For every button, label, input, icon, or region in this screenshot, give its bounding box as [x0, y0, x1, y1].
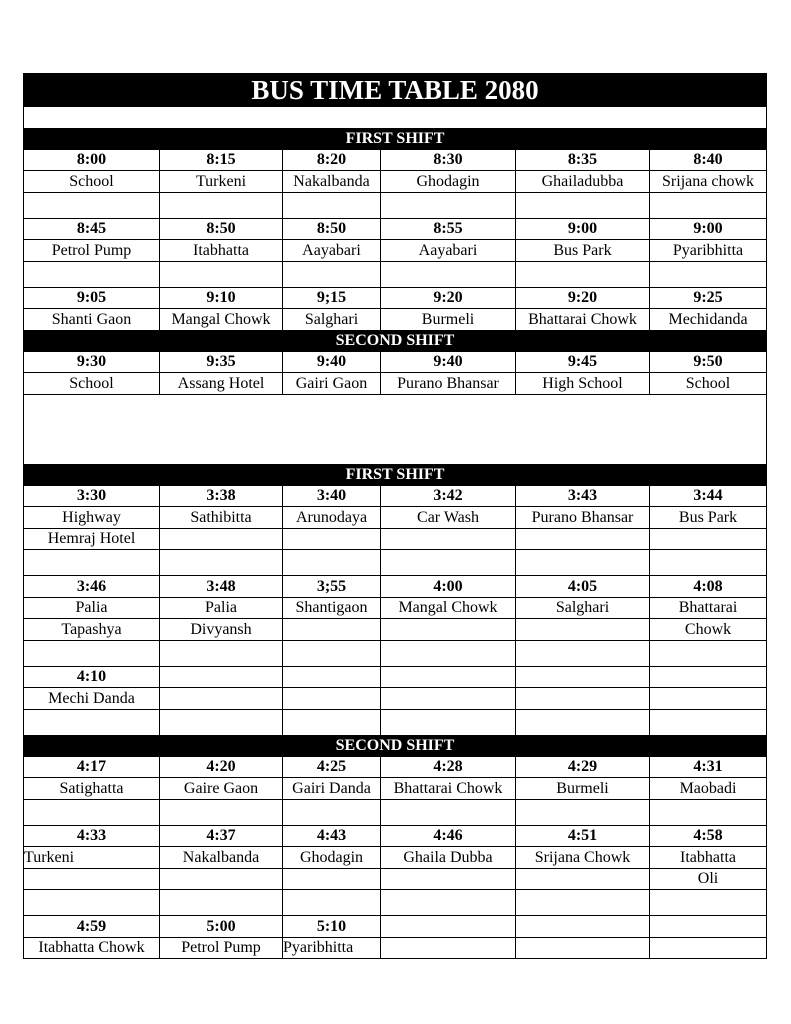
stop-name: Salghari [283, 309, 381, 331]
stop-name: Petrol Pump [160, 937, 283, 959]
stop-name: Nakalbanda [283, 171, 381, 193]
stop-name: Nakalbanda [160, 847, 283, 869]
stop-name [283, 868, 381, 890]
bus-timetable [23, 73, 767, 959]
departure-time: 8:50 [160, 218, 283, 240]
blank-cell [381, 261, 516, 287]
departure-time: 9:20 [381, 287, 516, 309]
blank-cell [160, 640, 283, 666]
stop-name: Purano Bhansar [381, 373, 516, 395]
departure-time: 9:05 [24, 287, 160, 309]
departure-time [650, 916, 767, 938]
stop-name: Turkeni [24, 847, 160, 869]
time-row [24, 218, 767, 240]
time-row [24, 576, 767, 598]
departure-time: 9:10 [160, 287, 283, 309]
departure-time: 4:20 [160, 756, 283, 778]
blank-cell [283, 709, 381, 735]
stop-name: Salghari [516, 597, 650, 619]
departure-time: 8:30 [381, 149, 516, 171]
stop-row-extra [24, 868, 767, 890]
time-row [24, 485, 767, 507]
stop-name: Ghaila Dubba [381, 847, 516, 869]
departure-time [381, 666, 516, 688]
departure-time: 4:08 [650, 576, 767, 598]
blank-cell [283, 550, 381, 576]
departure-time: 9:20 [516, 287, 650, 309]
blank-row [24, 799, 767, 825]
departure-time: 4:58 [650, 825, 767, 847]
stop-name: Highway [24, 507, 160, 529]
blank-cell [283, 890, 381, 916]
departure-time: 5:00 [160, 916, 283, 938]
stop-name [516, 688, 650, 710]
departure-time: 4:28 [381, 756, 516, 778]
time-row [24, 825, 767, 847]
blank-cell [516, 709, 650, 735]
departure-time: 5:10 [283, 916, 381, 938]
stop-name [160, 528, 283, 550]
blank-cell [24, 799, 160, 825]
departure-time [650, 666, 767, 688]
stop-row [24, 688, 767, 710]
stop-name: Bhattarai Chowk [516, 309, 650, 331]
stop-name: Aayabari [283, 240, 381, 262]
shift-header-row [24, 128, 767, 149]
stop-name: Palia [160, 597, 283, 619]
blank-cell [160, 799, 283, 825]
blank-cell [650, 192, 767, 218]
blank-cell [650, 640, 767, 666]
departure-time: 9:35 [160, 351, 283, 373]
stop-name: Assang Hotel [160, 373, 283, 395]
departure-time: 3;55 [283, 576, 381, 598]
shift-header-row [24, 464, 767, 485]
stop-name: Ghodagin [283, 847, 381, 869]
stop-name: Bus Park [516, 240, 650, 262]
stop-name: High School [516, 373, 650, 395]
stop-name [24, 868, 160, 890]
shift-header-row [24, 330, 767, 351]
stop-name [283, 688, 381, 710]
stop-name: Tapashya [24, 619, 160, 641]
blank-cell [160, 261, 283, 287]
stop-name: Aayabari [381, 240, 516, 262]
departure-time [381, 916, 516, 938]
departure-time: 3:38 [160, 485, 283, 507]
departure-time: 9:25 [650, 287, 767, 309]
departure-time: 8:40 [650, 149, 767, 171]
stop-name: Oli [650, 868, 767, 890]
departure-time: 4:51 [516, 825, 650, 847]
departure-time: 9:50 [650, 351, 767, 373]
stop-name [381, 619, 516, 641]
shift-header: SECOND SHIFT [24, 735, 767, 756]
stop-name: Srijana chowk [650, 171, 767, 193]
stop-name: Bus Park [650, 507, 767, 529]
stop-name: Mechi Danda [24, 688, 160, 710]
blank-cell [160, 550, 283, 576]
departure-time: 4:10 [24, 666, 160, 688]
departure-time: 4:29 [516, 756, 650, 778]
stop-name: Gaire Gaon [160, 778, 283, 800]
timetable-body [24, 128, 767, 959]
stop-name: Petrol Pump [24, 240, 160, 262]
stop-name: Gairi Gaon [283, 373, 381, 395]
stop-name: School [24, 373, 160, 395]
stop-name: Car Wash [381, 507, 516, 529]
departure-time: 9:30 [24, 351, 160, 373]
departure-time: 3:48 [160, 576, 283, 598]
stop-name: Purano Bhansar [516, 507, 650, 529]
stop-name: Arunodaya [283, 507, 381, 529]
stop-name: Maobadi [650, 778, 767, 800]
blank-cell [381, 192, 516, 218]
departure-time: 4:37 [160, 825, 283, 847]
page-title: BUS TIME TABLE 2080 [24, 74, 767, 107]
blank-cell [24, 550, 160, 576]
stop-name: Burmeli [381, 309, 516, 331]
blank-cell [381, 890, 516, 916]
departure-time: 8:00 [24, 149, 160, 171]
stop-name: Palia [24, 597, 160, 619]
time-row [24, 287, 767, 309]
stop-name [650, 688, 767, 710]
departure-time: 4:33 [24, 825, 160, 847]
stop-name: Burmeli [516, 778, 650, 800]
blank-cell [516, 192, 650, 218]
stop-name [516, 528, 650, 550]
departure-time: 3:42 [381, 485, 516, 507]
blank-row [24, 261, 767, 287]
stop-name: Mechidanda [650, 309, 767, 331]
blank-cell [650, 550, 767, 576]
departure-time: 8:15 [160, 149, 283, 171]
blank-cell [160, 890, 283, 916]
blank-cell [283, 640, 381, 666]
blank-cell [160, 192, 283, 218]
stop-name: Ghodagin [381, 171, 516, 193]
time-row [24, 351, 767, 373]
stop-name: Bhattarai Chowk [381, 778, 516, 800]
departure-time: 4:46 [381, 825, 516, 847]
stop-name: Ghailadubba [516, 171, 650, 193]
departure-time: 8:55 [381, 218, 516, 240]
blank-cell [381, 709, 516, 735]
stop-name: Shanti Gaon [24, 309, 160, 331]
stop-name [381, 688, 516, 710]
gap-cell [24, 394, 767, 464]
stop-name [283, 619, 381, 641]
stop-name: School [24, 171, 160, 193]
stop-name: Pyaribhitta [650, 240, 767, 262]
departure-time: 9:40 [283, 351, 381, 373]
blank-cell [283, 799, 381, 825]
stop-name: Gairi Danda [283, 778, 381, 800]
shift-header: FIRST SHIFT [24, 128, 767, 149]
section-gap [24, 394, 767, 464]
title-row [24, 74, 767, 107]
departure-time [516, 666, 650, 688]
departure-time: 8:50 [283, 218, 381, 240]
time-row [24, 916, 767, 938]
blank-cell [283, 261, 381, 287]
blank-cell [381, 799, 516, 825]
time-row [24, 666, 767, 688]
stop-name [381, 868, 516, 890]
stop-name [160, 688, 283, 710]
blank-cell [381, 550, 516, 576]
departure-time: 4:59 [24, 916, 160, 938]
departure-time: 3:46 [24, 576, 160, 598]
departure-time: 3:44 [650, 485, 767, 507]
blank-row [24, 890, 767, 916]
departure-time: 4:25 [283, 756, 381, 778]
stop-row [24, 778, 767, 800]
stop-row-extra [24, 619, 767, 641]
stop-name: Chowk [650, 619, 767, 641]
stop-row [24, 507, 767, 529]
stop-row-extra [24, 528, 767, 550]
departure-time: 3:43 [516, 485, 650, 507]
stop-row [24, 309, 767, 331]
shift-header: FIRST SHIFT [24, 464, 767, 485]
stop-name: Bhattarai [650, 597, 767, 619]
departure-time: 3:30 [24, 485, 160, 507]
blank-cell [516, 550, 650, 576]
spacer-row [24, 107, 767, 129]
departure-time [160, 666, 283, 688]
stop-name [650, 528, 767, 550]
stop-name [381, 528, 516, 550]
spacer-cell [24, 107, 767, 129]
stop-name: Mangal Chowk [381, 597, 516, 619]
departure-time: 8:35 [516, 149, 650, 171]
stop-name: Sathibitta [160, 507, 283, 529]
departure-time: 4:31 [650, 756, 767, 778]
time-row [24, 756, 767, 778]
departure-time: 4:05 [516, 576, 650, 598]
stop-name: Divyansh [160, 619, 283, 641]
blank-cell [160, 709, 283, 735]
blank-row [24, 709, 767, 735]
shift-header: SECOND SHIFT [24, 330, 767, 351]
departure-time: 9:00 [516, 218, 650, 240]
departure-time: 9:00 [650, 218, 767, 240]
blank-row [24, 640, 767, 666]
blank-cell [650, 890, 767, 916]
stop-name: Srijana Chowk [516, 847, 650, 869]
departure-time: 8:45 [24, 218, 160, 240]
departure-time: 4:17 [24, 756, 160, 778]
blank-cell [24, 192, 160, 218]
blank-cell [381, 640, 516, 666]
blank-cell [516, 640, 650, 666]
blank-row [24, 550, 767, 576]
time-row [24, 149, 767, 171]
blank-cell [516, 261, 650, 287]
departure-time [516, 916, 650, 938]
departure-time: 3:40 [283, 485, 381, 507]
blank-cell [24, 709, 160, 735]
stop-name [650, 937, 767, 959]
departure-time: 9:40 [381, 351, 516, 373]
blank-cell [24, 640, 160, 666]
departure-time: 4:43 [283, 825, 381, 847]
blank-cell [24, 890, 160, 916]
stop-name: Itabhatta Chowk [24, 937, 160, 959]
stop-name: Turkeni [160, 171, 283, 193]
stop-name [516, 868, 650, 890]
stop-name [516, 619, 650, 641]
blank-cell [283, 192, 381, 218]
stop-row [24, 373, 767, 395]
stop-name: Itabhatta [650, 847, 767, 869]
stop-name: School [650, 373, 767, 395]
stop-name [381, 937, 516, 959]
blank-cell [516, 799, 650, 825]
stop-name: Mangal Chowk [160, 309, 283, 331]
shift-header-row [24, 735, 767, 756]
stop-name [516, 937, 650, 959]
stop-row [24, 240, 767, 262]
blank-cell [650, 799, 767, 825]
departure-time: 4:00 [381, 576, 516, 598]
stop-name [160, 868, 283, 890]
stop-name: Shantigaon [283, 597, 381, 619]
stop-row [24, 847, 767, 869]
stop-name: Satighatta [24, 778, 160, 800]
departure-time [283, 666, 381, 688]
blank-cell [24, 261, 160, 287]
blank-cell [516, 890, 650, 916]
stop-row [24, 597, 767, 619]
stop-name [283, 528, 381, 550]
blank-cell [650, 261, 767, 287]
departure-time: 9:45 [516, 351, 650, 373]
stop-row [24, 171, 767, 193]
stop-name: Pyaribhitta [283, 937, 381, 959]
departure-time: 9;15 [283, 287, 381, 309]
stop-row [24, 937, 767, 959]
departure-time: 8:20 [283, 149, 381, 171]
stop-name: Itabhatta [160, 240, 283, 262]
stop-name: Hemraj Hotel [24, 528, 160, 550]
blank-cell [650, 709, 767, 735]
blank-row [24, 192, 767, 218]
